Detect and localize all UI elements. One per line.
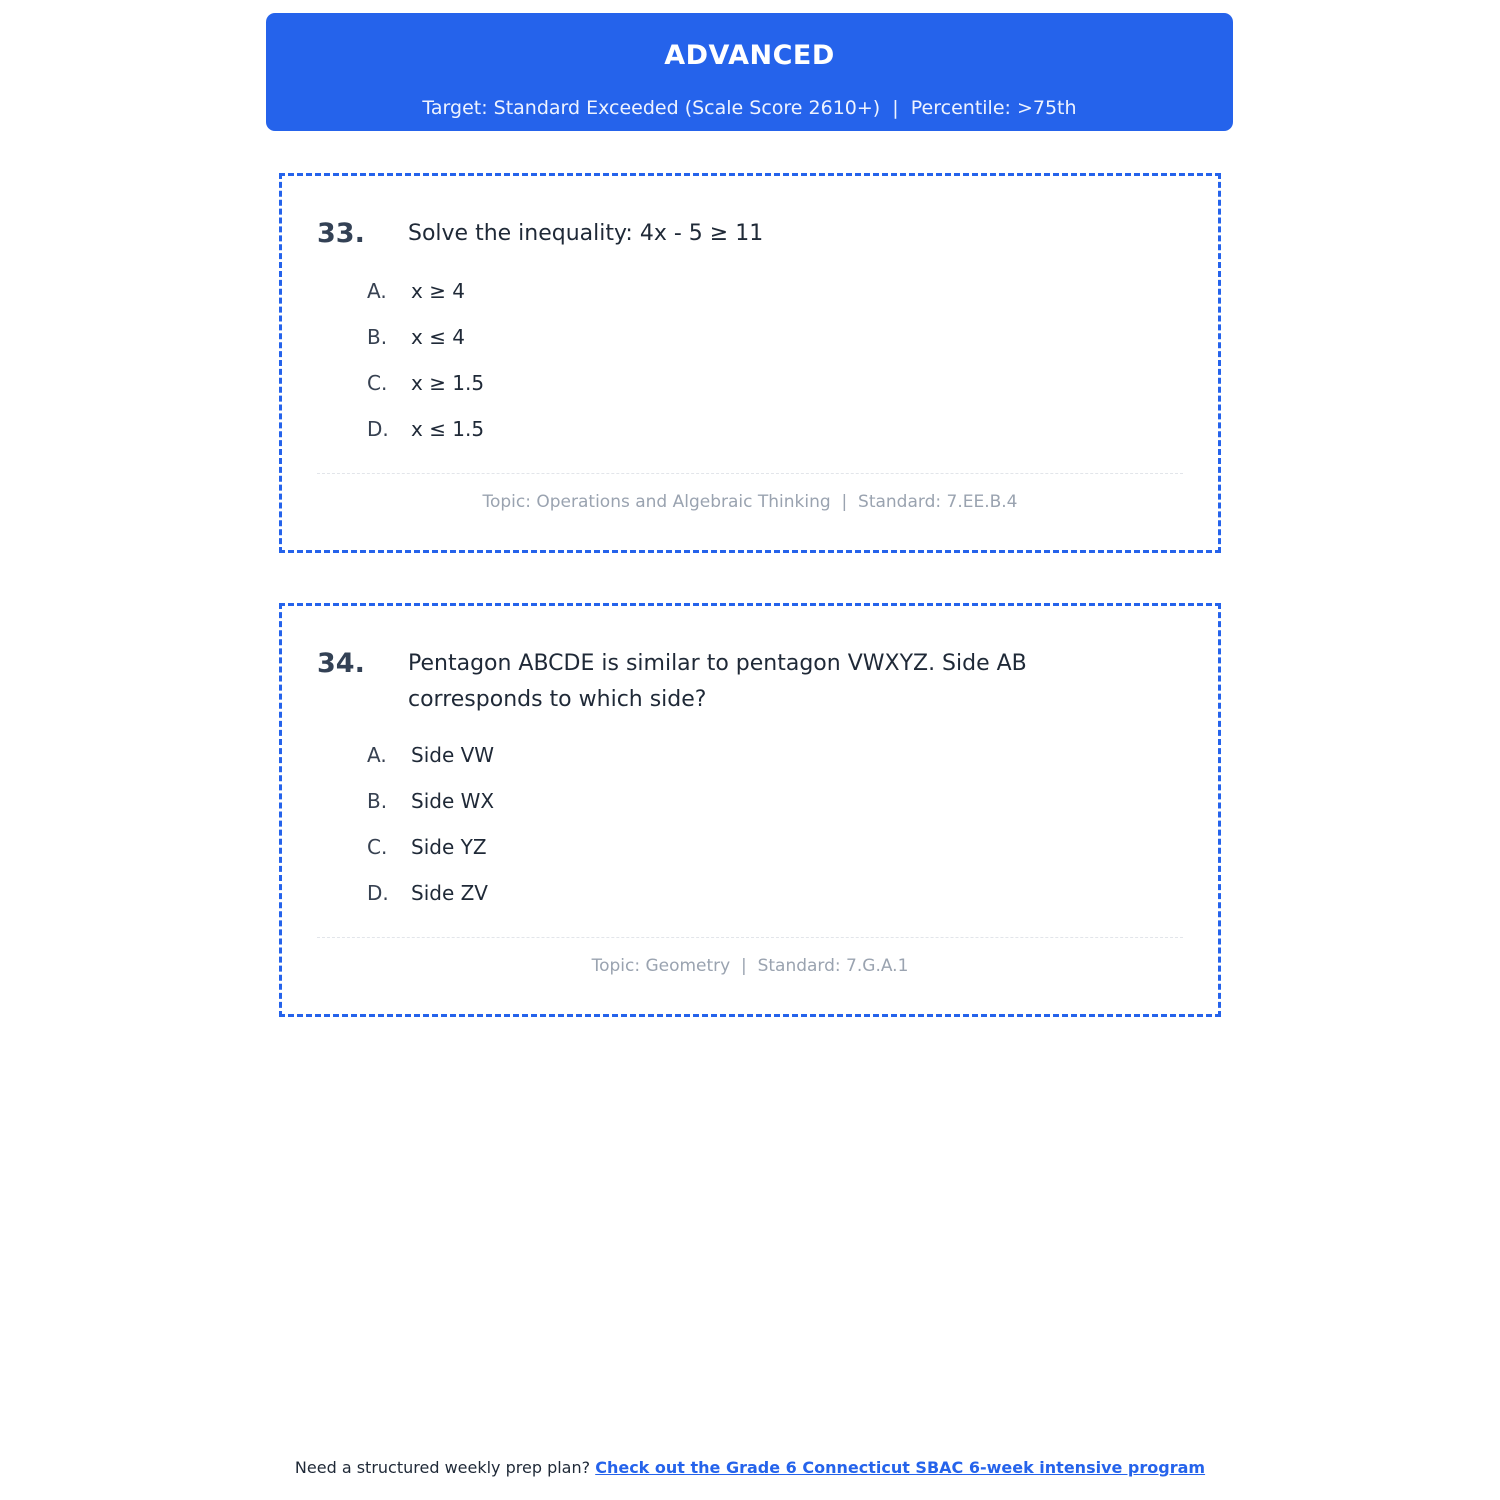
- footer-prompt: Need a structured weekly prep plan?: [294, 1458, 591, 1477]
- question-text: Pentagon ABCDE is similar to pentagon VWXYZ. Side AB corresponds to which side?: [408, 651, 1027, 712]
- answer-option-b[interactable]: [367, 314, 484, 360]
- option-text: x ≤ 4: [411, 325, 466, 349]
- answer-option-b[interactable]: [367, 778, 494, 824]
- program-link[interactable]: Check out the Grade 6 Connecticut SBAC 6-week intensive program: [595, 1458, 1206, 1477]
- answer-option-d[interactable]: [367, 870, 494, 916]
- question-card-33: [279, 173, 1221, 553]
- question-meta: Topic: Operations and Algebraic Thinking | Standard: 7.EE.B.4: [482, 492, 1018, 512]
- answer-option-c[interactable]: [367, 824, 494, 870]
- option-text: x ≤ 1.5: [411, 417, 485, 441]
- answer-option-a[interactable]: [367, 732, 494, 778]
- question-meta: Topic: Geometry | Standard: 7.G.A.1: [591, 956, 909, 976]
- answer-options: [367, 268, 484, 452]
- option-text: Side YZ: [411, 835, 487, 859]
- footer-promo: [0, 1458, 1500, 1477]
- level-target: Target: Standard Exceeded (Scale Score 2610+) | Percentile: >75th: [422, 97, 1077, 119]
- answer-option-d[interactable]: [367, 406, 484, 452]
- divider: [317, 473, 1183, 474]
- level-title: ADVANCED: [664, 40, 835, 71]
- answer-option-c[interactable]: [367, 360, 484, 406]
- question-text: Solve the inequality: 4x - 5 ≥ 11: [408, 221, 764, 246]
- option-text: x ≥ 4: [411, 279, 466, 303]
- option-letter: B.: [367, 789, 388, 813]
- option-letter: A.: [367, 279, 387, 303]
- option-letter: A.: [367, 743, 387, 767]
- answer-options: [367, 732, 494, 916]
- option-letter: D.: [367, 417, 389, 441]
- question-number: 34.: [317, 648, 365, 679]
- option-text: Side VW: [411, 743, 495, 767]
- answer-option-a[interactable]: [367, 268, 484, 314]
- option-text: x ≥ 1.5: [411, 371, 485, 395]
- option-letter: D.: [367, 881, 389, 905]
- question-number: 33.: [317, 218, 365, 249]
- option-letter: C.: [367, 835, 388, 859]
- option-text: Side ZV: [411, 881, 488, 905]
- option-letter: C.: [367, 371, 388, 395]
- option-letter: B.: [367, 325, 388, 349]
- question-card-34: [279, 603, 1221, 1017]
- level-banner: [266, 13, 1233, 131]
- divider: [317, 937, 1183, 938]
- option-text: Side WX: [411, 789, 495, 813]
